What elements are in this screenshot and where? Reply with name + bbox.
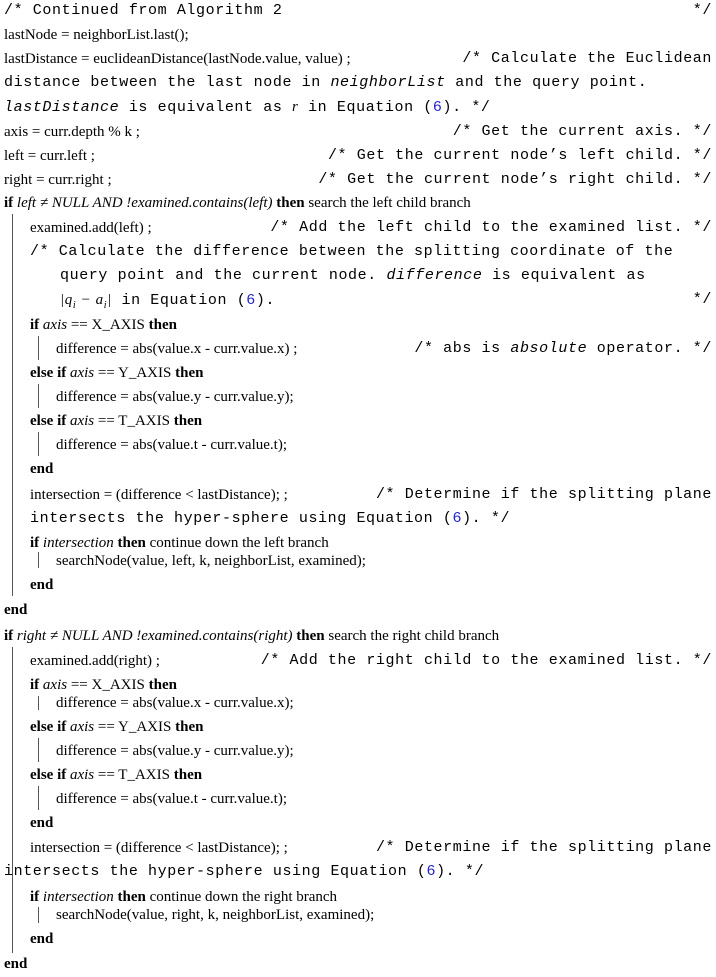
comment-line [0, 508, 716, 532]
keyword: then [173, 413, 203, 429]
equation-ref[interactable]: 6 [246, 292, 256, 309]
keyword: else if [30, 719, 67, 735]
comment-line [0, 861, 716, 885]
keyword: end [4, 956, 28, 972]
comment: /* Calculate the Euclidean [462, 50, 712, 67]
comment-text: and the query point. [445, 74, 648, 91]
code-line-diff-y [0, 740, 716, 764]
var: axis [42, 677, 68, 693]
code-line-diff-x [0, 338, 716, 362]
math-sub: i [103, 300, 108, 311]
comment: /* Add the right child to the examined list. */ [260, 652, 712, 669]
comment: /* Add the left child to the examined list. */ [270, 219, 712, 236]
comment-var: lastDistance [4, 99, 120, 116]
code-line-examined-left [0, 217, 716, 241]
keyword: if [30, 317, 40, 333]
code-line-diff-t [0, 788, 716, 812]
code-line-right [0, 169, 716, 193]
condition: == T_AXIS [94, 413, 170, 429]
code-line-search-left [0, 550, 716, 574]
elseif-statement [30, 764, 202, 786]
var: axis [69, 719, 95, 735]
code-line-search-right [0, 904, 716, 928]
statement: difference = abs(value.y - curr.value.y); [56, 743, 294, 759]
statement: right = curr.right ; [4, 172, 112, 188]
var: axis [69, 767, 95, 783]
comment-text: distance between the last node in [4, 74, 331, 91]
comment-line [0, 265, 716, 289]
keyword: else if [30, 413, 67, 429]
statement: examined.add(left) ; [30, 220, 152, 236]
keyword: then [148, 317, 177, 333]
math-part: |q [60, 292, 73, 308]
keyword: end [4, 602, 28, 618]
code-line-intersection [0, 837, 716, 861]
comment [4, 861, 484, 883]
statement: searchNode(value, left, k, neighborList, examined); [56, 553, 366, 569]
comment [4, 72, 647, 94]
comment-text: in Equation ( [298, 99, 433, 116]
comment-text: intersects the hyper-sphere using Equation ( [30, 510, 453, 527]
if-xaxis-line [0, 314, 716, 338]
keyword: then [173, 767, 203, 783]
elseif-taxis-line [0, 764, 716, 788]
var: axis [69, 413, 95, 429]
keyword: else if [30, 365, 67, 381]
if-statement [4, 192, 471, 214]
comment-text: operator. */ [587, 340, 712, 357]
keyword: if [30, 535, 40, 551]
comment: /* Determine if the splitting plane [375, 486, 712, 503]
comment-text: intersects the hyper-sphere using Equation ( [4, 863, 427, 880]
code-line-diff-x [0, 692, 716, 716]
condition: == Y_AXIS [94, 365, 172, 381]
elseif-yaxis-line [0, 716, 716, 740]
comment-var: difference [386, 267, 483, 284]
statement: lastDistance = euclideanDistance(lastNode.value, value) ; [4, 51, 351, 67]
var: axis [42, 317, 68, 333]
keyword: then [117, 535, 146, 551]
statement: lastNode = neighborList.last(); [4, 27, 189, 43]
comment-text: in Equation ( [111, 292, 247, 309]
statement: difference = abs(value.t - curr.value.t); [56, 437, 287, 453]
keyword: then [117, 889, 146, 905]
keyword: end [30, 461, 54, 477]
elseif-statement [30, 410, 202, 432]
comment-text: is equivalent as [482, 267, 646, 284]
condition: == Y_AXIS [94, 719, 172, 735]
if-left-line [0, 192, 716, 216]
comment-text: ). */ [442, 99, 491, 116]
comment: /* Calculate the difference between the splitting coordinate of the [30, 243, 674, 260]
code-line-diff-t [0, 434, 716, 458]
branch-text: continue down the left branch [149, 535, 329, 551]
keyword: then [175, 719, 204, 735]
comment-text: query point and the current node. [60, 267, 387, 284]
code-line-left [0, 145, 716, 169]
keyword: if [4, 628, 14, 644]
branch-text: search the left child branch [308, 195, 471, 211]
header-comment-end: */ [692, 2, 712, 19]
if-statement [30, 314, 177, 336]
statement: intersection = (difference < lastDistance); ; [30, 840, 288, 856]
math-part: − a [76, 292, 104, 308]
keyword: then [148, 677, 177, 693]
statement: left = curr.left ; [4, 148, 95, 164]
keyword: end [30, 815, 54, 831]
condition: right ≠ NULL AND !examined.contains(right) [16, 628, 293, 644]
keyword: then [276, 195, 305, 211]
equation-ref[interactable]: 6 [452, 510, 463, 527]
header-comment: /* Continued from Algorithm 2 [4, 2, 283, 19]
math-part: | [107, 292, 112, 308]
equation-ref[interactable]: 6 [432, 99, 443, 116]
statement: intersection = (difference < lastDistance); ; [30, 487, 288, 503]
comment [60, 265, 646, 287]
keyword: if [4, 195, 14, 211]
statement: axis = curr.depth % k ; [4, 124, 140, 140]
math-expr [60, 292, 112, 311]
comment: /* Get the current node’s right child. */ [318, 171, 712, 188]
condition: == X_AXIS [67, 317, 145, 333]
end-line [0, 574, 716, 598]
comment-text: is equivalent as [119, 99, 293, 116]
comment-var: absolute [510, 340, 588, 357]
statement: difference = abs(value.y - curr.value.y); [56, 389, 294, 405]
keyword: then [296, 628, 325, 644]
keyword: then [175, 365, 204, 381]
code-line-axis [0, 121, 716, 145]
comment [60, 289, 275, 317]
code-line-diff-y [0, 386, 716, 410]
comment [4, 96, 491, 119]
comment-line [0, 241, 716, 265]
equation-ref[interactable]: 6 [426, 863, 437, 880]
elseif-taxis-line [0, 410, 716, 434]
comment [414, 338, 712, 360]
comment-line [0, 96, 716, 120]
var: intersection [42, 535, 114, 551]
statement: difference = abs(value.t - curr.value.t); [56, 791, 287, 807]
end-line [0, 458, 716, 482]
statement: searchNode(value, right, k, neighborList, examined); [56, 907, 375, 923]
comment-var: neighborList [330, 74, 446, 91]
comment-end: */ [692, 291, 712, 308]
branch-text: continue down the right branch [149, 889, 338, 905]
comment [30, 508, 510, 530]
comment: /* Determine if the splitting plane [375, 839, 712, 856]
condition: == T_AXIS [94, 767, 170, 783]
end-line [0, 599, 716, 623]
elseif-yaxis-line [0, 362, 716, 386]
statement: examined.add(right) ; [30, 653, 160, 669]
elseif-statement [30, 716, 203, 738]
keyword: end [30, 577, 54, 593]
code-line-intersection [0, 484, 716, 508]
comment: /* Get the current axis. */ [452, 123, 712, 140]
end-line [0, 812, 716, 836]
condition: left ≠ NULL AND !examined.contains(left) [16, 195, 273, 211]
comment-text: ). [255, 292, 276, 309]
end-line [0, 928, 716, 952]
statement: difference = abs(value.x - curr.value.x); [56, 695, 294, 711]
math-var: r [292, 99, 299, 115]
comment-text: ). */ [462, 510, 511, 527]
keyword: end [30, 931, 54, 947]
comment: /* Get the current node’s left child. */ [327, 147, 712, 164]
code-line-lastnode [0, 24, 716, 48]
branch-text: search the right child branch [328, 628, 500, 644]
code-line-examined-right [0, 650, 716, 674]
statement: difference = abs(value.x - curr.value.x) ; [56, 341, 298, 357]
elseif-statement [30, 362, 203, 384]
keyword: else if [30, 767, 67, 783]
end-line [0, 953, 716, 977]
comment-text: /* abs is [414, 340, 511, 357]
code-line-lastdistance [0, 48, 716, 72]
condition: == X_AXIS [67, 677, 145, 693]
keyword: if [30, 889, 40, 905]
if-statement [4, 625, 499, 647]
math-sub: i [72, 300, 77, 311]
comment-line [0, 72, 716, 96]
comment-line [0, 289, 716, 313]
keyword: if [30, 677, 40, 693]
if-right-line [0, 625, 716, 649]
comment-text: ). */ [436, 863, 485, 880]
var: intersection [42, 889, 114, 905]
header-line [0, 0, 716, 24]
var: axis [69, 365, 95, 381]
